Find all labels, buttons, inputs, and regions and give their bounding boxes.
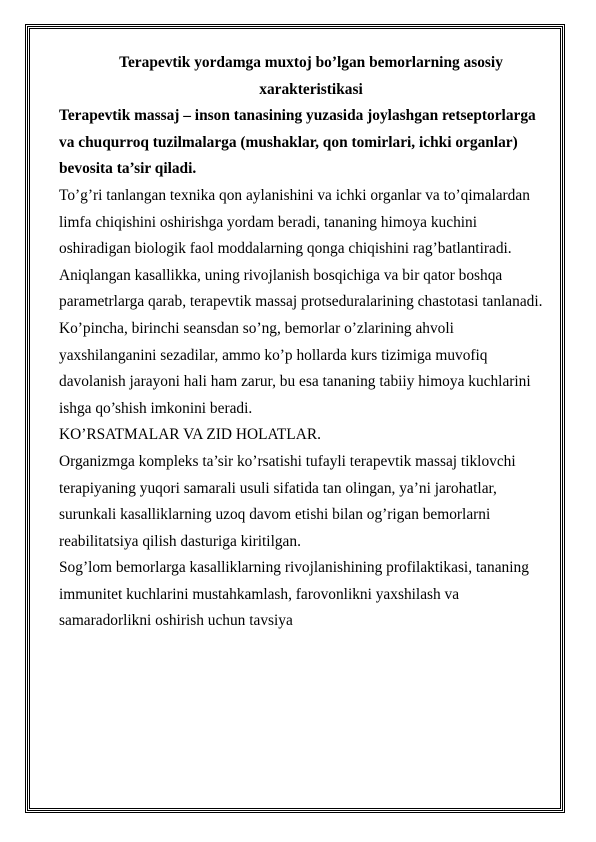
paragraph-rehabilitation: Organizmga kompleks ta’sir ko’rsatishi tufayli terapevtik massaj tiklovchi terapiyaning yuqori samarali usuli sifatida tan olingan, ya’ni jarohatlar, surunkali kasalliklarning uzoq davom etishi bilan og’rigan bemorlarni reabilitatsiya qilish dasturiga kiritilgan. (59, 452, 516, 550)
title-line-2: xarakteristikasi (259, 80, 363, 98)
section-heading: KO’RSATMALAR VA ZID HOLATLAR. (59, 426, 321, 444)
title-line-1: Terapevtik yordamga muxtoj bo’lgan bemorlarning asosiy (119, 54, 503, 71)
paragraph-first-session: Ko’pincha, birinchi seansdan so’ng, bemorlar o’zlarining ahvoli yaxshilanganini sezadilar, ammo ko’p hollarda kurs tizimiga muvofiq davolanish jarayoni hali ham zarur, bu esa tananing tabiiy himoya kuchlarini ishga qo’shish imkonini beradi. (59, 319, 531, 417)
document-title (59, 50, 549, 103)
document-body (59, 50, 549, 635)
paragraph-prevention: Sog’lom bemorlarga kasalliklarning rivojlanishining profilaktikasi, tananing immunitet kuchlarini mustahkamlash, farovonlikni yaxshilash va samaradorlikni oshirish uchun tavsiya (59, 559, 529, 630)
paragraph-circulation: To’g’ri tanlangan texnika qon aylanishini va ichki organlar va to’qimalardan limfa chiqishini oshirishga yordam beradi, tananing himoya kuchini oshiradigan biologik faol moddalarning qonga chiqishini rag’batlantiradi. Aniqlangan kasallikka, uning rivojlanish bosqichiga va bir qator boshqa parametrlarga qarab, terapevtik massaj protseduralarining chastotasi tanlanadi. (59, 186, 543, 311)
intro-paragraph: Terapevtik massaj – inson tanasining yuzasida joylashgan retseptorlarga va chuqurroq tuzilmalarga (mushaklar, qon tomirlari, ichki organlar) bevosita ta’sir qiladi. (59, 107, 536, 178)
